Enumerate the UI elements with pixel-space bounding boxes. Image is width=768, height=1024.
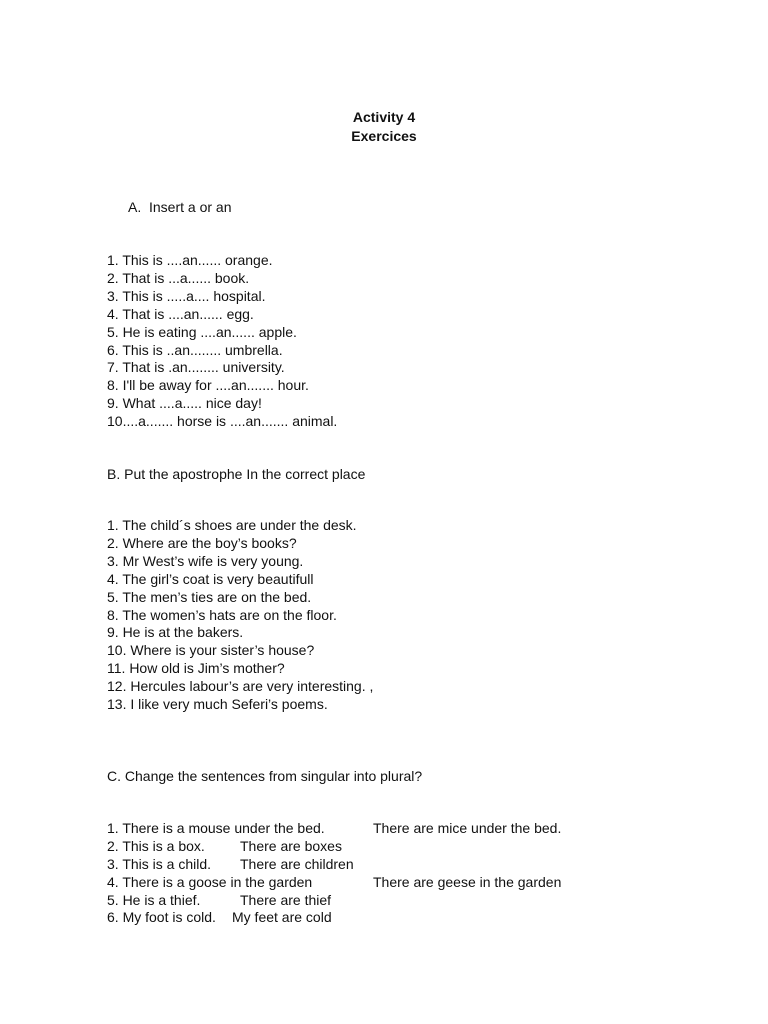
list-item: 5. He is eating ....an...... apple. <box>107 323 297 340</box>
list-item: 9. What ....a..... nice day! <box>107 395 262 412</box>
singular-sentence: 5. He is a thief. <box>107 891 201 908</box>
list-item: 8. The women’s hats are on the floor. <box>107 606 337 623</box>
list-item: 8. I'll be away for ....an....... hour. <box>107 377 309 394</box>
list-item: 1. This is ....an...... orange. <box>107 252 273 268</box>
page-title: Activity 4 <box>352 109 416 125</box>
list-item: 5. The men’s ties are on the bed. <box>107 588 312 605</box>
section-a-list <box>107 252 337 431</box>
list-item: 13. I like very much Seferi’s poems. <box>107 696 328 713</box>
title-block <box>0 108 768 146</box>
plural-sentence: There are boxes <box>240 837 342 854</box>
plural-sentence: My feet are cold <box>232 909 332 926</box>
section-c-heading: C. Change the sentences from singular into plural? <box>107 768 423 784</box>
list-item: 12. Hercules labour’s are very interesting. , <box>107 678 374 695</box>
plural-sentence: There are mice under the bed. <box>373 820 562 836</box>
list-item: 2. That is ...a...... book. <box>107 269 250 286</box>
list-item: 3. Mr West’s wife is very young. <box>107 552 304 569</box>
list-item: 6. This is ..an........ umbrella. <box>107 341 283 358</box>
list-item: 10....a....... horse is ....an....... animal. <box>107 413 338 430</box>
singular-sentence: 3. This is a child. <box>107 855 212 872</box>
list-item: 2. Where are the boy’s books? <box>107 534 297 551</box>
list-item <box>107 820 707 838</box>
section-a-heading: A. Insert a or an <box>128 199 232 215</box>
list-item: 4. The girl’s coat is very beautifull <box>107 570 314 587</box>
list-item <box>107 909 707 927</box>
plural-sentence: There are geese in the garden <box>373 873 562 890</box>
plural-sentence: There are thief <box>240 891 332 908</box>
page-subtitle: Exercices <box>351 128 417 144</box>
list-item: 1. The child´s shoes are under the desk. <box>107 517 357 533</box>
list-item: 7. That is .an........ university. <box>107 359 285 376</box>
section-b-list <box>107 517 373 714</box>
plural-sentence: There are children <box>240 855 354 872</box>
list-item <box>107 892 707 910</box>
list-item: 10. Where is your sister’s house? <box>107 642 315 659</box>
list-item <box>107 838 707 856</box>
singular-sentence: 6. My foot is cold. <box>107 909 216 926</box>
singular-sentence: 1. There is a mouse under the bed. <box>107 820 325 836</box>
list-item <box>107 874 707 892</box>
section-c-list <box>107 820 707 927</box>
list-item: 3. This is .....a.... hospital. <box>107 287 266 304</box>
section-b-heading: B. Put the apostrophe In the correct place <box>107 466 366 482</box>
singular-sentence: 2. This is a box. <box>107 837 205 854</box>
list-item: 11. How old is Jim’s mother? <box>107 660 285 677</box>
list-item: 9. He is at the bakers. <box>107 624 244 641</box>
list-item <box>107 856 707 874</box>
list-item: 4. That is ....an...... egg. <box>107 305 254 322</box>
singular-sentence: 4. There is a goose in the garden <box>107 873 313 890</box>
